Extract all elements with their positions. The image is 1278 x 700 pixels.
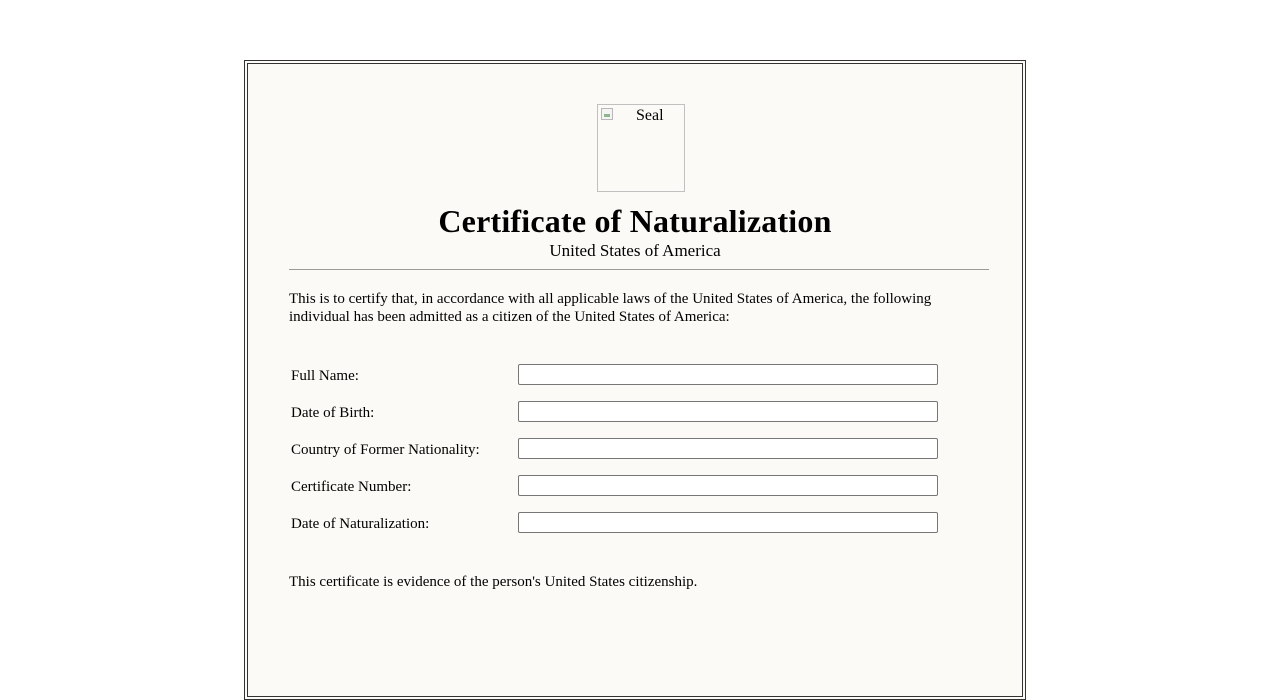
certificate-subtitle: United States of America bbox=[549, 241, 721, 260]
certificate-panel bbox=[244, 60, 1026, 700]
former-nationality-input[interactable] bbox=[518, 438, 938, 459]
divider bbox=[289, 269, 989, 270]
full-name-input[interactable] bbox=[518, 364, 938, 385]
certificate-title: Certificate of Naturalization bbox=[438, 203, 832, 239]
broken-image-icon bbox=[601, 108, 613, 120]
date-of-birth-input[interactable] bbox=[518, 401, 938, 422]
certificate-number-label: Certificate Number: bbox=[291, 479, 412, 495]
certificate-number-input[interactable] bbox=[518, 475, 938, 496]
citizenship-evidence-statement: This certificate is evidence of the person's United States citizenship. bbox=[289, 574, 698, 590]
former-nationality-label: Country of Former Nationality: bbox=[291, 442, 480, 458]
date-of-naturalization-input[interactable] bbox=[518, 512, 938, 533]
date-of-birth-label: Date of Birth: bbox=[291, 405, 375, 421]
seal-image bbox=[597, 104, 685, 192]
certification-statement: This is to certify that, in accordance with all applicable laws of the United States of America, the following individual has been admitted as a citizen of the United States of America: bbox=[289, 291, 932, 325]
seal-alt-text: Seal bbox=[636, 107, 664, 124]
date-of-naturalization-label: Date of Naturalization: bbox=[291, 516, 430, 532]
full-name-label: Full Name: bbox=[291, 368, 359, 384]
